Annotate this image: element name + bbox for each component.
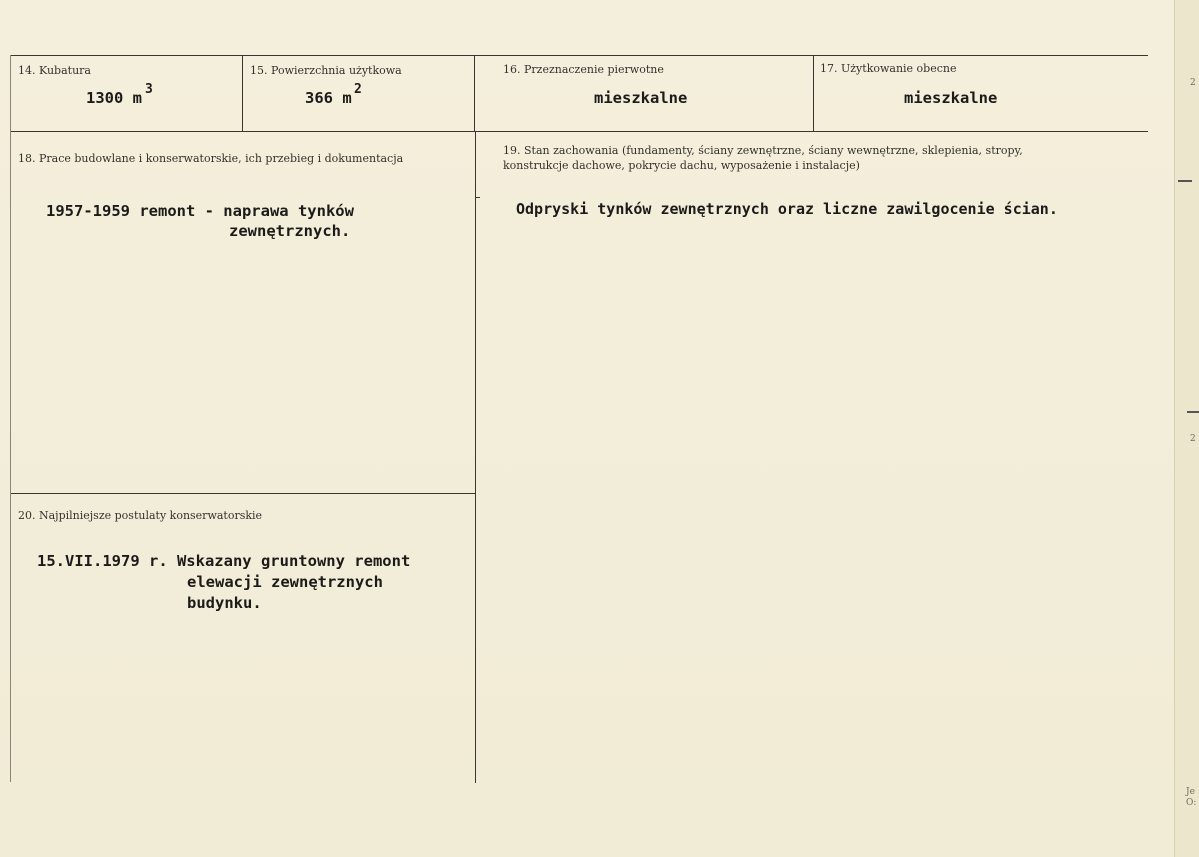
- field-16-value: mieszkalne: [594, 89, 688, 107]
- top-rule: [10, 55, 1148, 56]
- field-16-label: 16. Przeznaczenie pierwotne: [503, 63, 664, 76]
- field-18-value-line1: 1957-1959 remont - naprawa tynków: [46, 202, 354, 220]
- edge-tick: [1187, 411, 1199, 413]
- field-20-label: 20. Najpilniejsze postulaty konserwatorskie: [18, 509, 263, 522]
- row1-bottom-rule: [10, 131, 1148, 132]
- divider-14-15: [242, 55, 243, 131]
- field-14-unit-exponent: 3: [145, 82, 153, 97]
- margin-mark: 2: [1190, 434, 1196, 444]
- field-17-value: mieszkalne: [904, 89, 998, 107]
- field-20-value-line1: 15.VII.1979 r. Wskazany gruntowny remont: [37, 552, 411, 570]
- card-edge: [1174, 0, 1199, 857]
- field-18-label: 18. Prace budowlane i konserwatorskie, ich przebieg i dokumentacja: [18, 152, 404, 165]
- field-15-unit-exponent: 2: [354, 82, 362, 97]
- field-18-value-line2: zewnętrznych.: [229, 222, 351, 240]
- field-20-value-line3: budynku.: [187, 594, 262, 612]
- field-14-value: 1300 m: [86, 89, 142, 107]
- divider-15-16: [474, 55, 475, 131]
- field-19-label-line1: 19. Stan zachowania (fundamenty, ściany zewnętrzne, ściany wewnętrzne, sklepienia, stropy,: [503, 144, 1023, 157]
- divider-16-17: [813, 55, 814, 131]
- field-19-value: Odpryski tynków zewnętrznych oraz liczne zawilgocenie ścian.: [516, 200, 1058, 218]
- field-17-label: 17. Użytkowanie obecne: [820, 62, 957, 75]
- field-14-label: 14. Kubatura: [18, 64, 91, 77]
- row3-top-rule: [10, 493, 475, 494]
- field-19-label-line2: konstrukcje dachowe, pokrycie dachu, wyposażenie i instalacje): [503, 159, 860, 172]
- field-15-value: 366 m: [305, 89, 352, 107]
- field-20-value-line2: elewacji zewnętrznych: [187, 573, 383, 591]
- field-15-label: 15. Powierzchnia użytkowa: [250, 64, 402, 77]
- margin-mark: O:: [1186, 798, 1197, 808]
- margin-mark: Je: [1186, 787, 1195, 797]
- margin-mark: 2: [1190, 78, 1196, 88]
- main-column-divider: [475, 131, 476, 783]
- left-frame: [10, 55, 11, 782]
- edge-tick: [1178, 180, 1192, 182]
